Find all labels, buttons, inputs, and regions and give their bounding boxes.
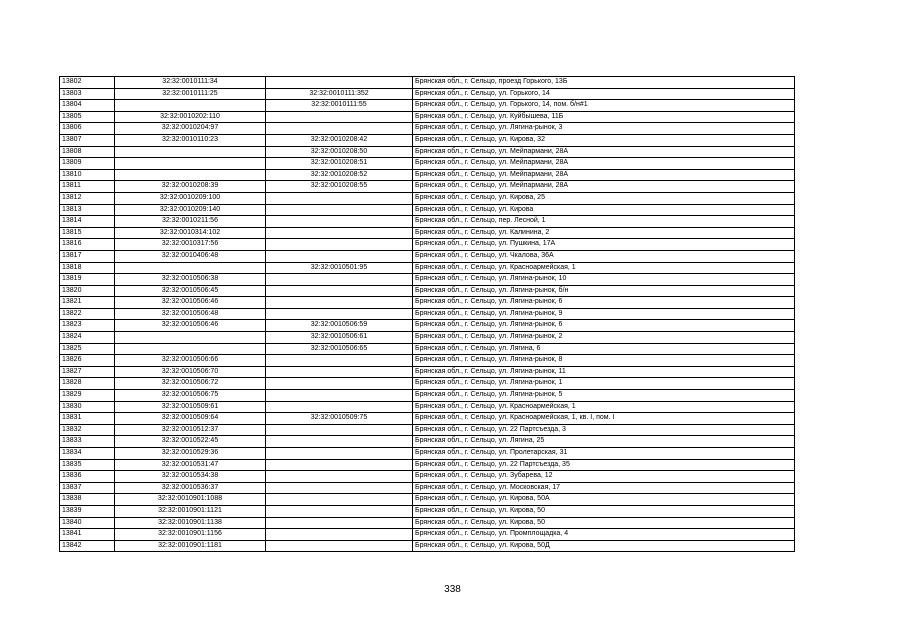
address-cell: Брянская обл., г. Сельцо, ул. Зубарева, 12: [413, 471, 795, 483]
record-number-cell: 13839: [60, 505, 115, 517]
cadastral-number-cell: 32:32:0010506:66: [115, 355, 266, 367]
cadastral-number-cell: 32:32:0010901:1088: [115, 494, 266, 506]
related-cadastral-number-cell: [266, 274, 413, 286]
table-row: [60, 320, 795, 332]
related-cadastral-number-cell: 32:32:0010111:352: [266, 88, 413, 100]
related-cadastral-number-cell: [266, 239, 413, 251]
table-row: [60, 262, 795, 274]
cadastral-number-cell: [115, 169, 266, 181]
cadastral-number-cell: 32:32:0010506:48: [115, 308, 266, 320]
related-cadastral-number-cell: [266, 366, 413, 378]
related-cadastral-number-cell: 32:32:0010208:52: [266, 169, 413, 181]
table-row: [60, 192, 795, 204]
cadastral-number-cell: 32:32:0010901:1181: [115, 540, 266, 552]
table-row: [60, 239, 795, 251]
table-row: [60, 448, 795, 460]
record-number-cell: 13818: [60, 262, 115, 274]
table-row: [60, 216, 795, 228]
address-cell: Брянская обл., г. Сельцо, ул. Пролетарская, 31: [413, 448, 795, 460]
cadastral-number-cell: 32:32:0010506:72: [115, 378, 266, 390]
record-number-cell: 13802: [60, 77, 115, 89]
related-cadastral-number-cell: [266, 540, 413, 552]
record-number-cell: 13825: [60, 343, 115, 355]
address-cell: Брянская обл., г. Сельцо, ул. Лягина, 6: [413, 343, 795, 355]
address-cell: Брянская обл., г. Сельцо, ул. Московская, 17: [413, 482, 795, 494]
address-cell: Брянская обл., г. Сельцо, ул. Лягина-рынок, 11: [413, 366, 795, 378]
table-row: [60, 158, 795, 170]
related-cadastral-number-cell: [266, 285, 413, 297]
record-number-cell: 13819: [60, 274, 115, 286]
record-number-cell: 13828: [60, 378, 115, 390]
address-cell: Брянская обл., г. Сельцо, ул. Кирова: [413, 204, 795, 216]
related-cadastral-number-cell: 32:32:0010506:65: [266, 343, 413, 355]
record-number-cell: 13812: [60, 192, 115, 204]
cadastral-number-cell: 32:32:0010534:38: [115, 471, 266, 483]
record-number-cell: 13807: [60, 134, 115, 146]
address-cell: Брянская обл., г. Сельцо, ул. Мейпармани, 28А: [413, 158, 795, 170]
table-row: [60, 517, 795, 529]
cadastral-number-cell: [115, 332, 266, 344]
table-row: [60, 332, 795, 344]
record-number-cell: 13821: [60, 297, 115, 309]
related-cadastral-number-cell: [266, 308, 413, 320]
page-number: 338: [444, 584, 461, 595]
address-cell: Брянская обл., г. Сельцо, ул. Кирова, 50: [413, 517, 795, 529]
table-row: [60, 88, 795, 100]
related-cadastral-number-cell: [266, 77, 413, 89]
related-cadastral-number-cell: 32:32:0010111:55: [266, 100, 413, 112]
related-cadastral-number-cell: [266, 227, 413, 239]
record-number-cell: 13806: [60, 123, 115, 135]
address-cell: Брянская обл., г. Сельцо, ул. Красноармейская, 1: [413, 262, 795, 274]
record-number-cell: 13804: [60, 100, 115, 112]
related-cadastral-number-cell: [266, 448, 413, 460]
address-cell: Брянская обл., г. Сельцо, пер. Лесной, 1: [413, 216, 795, 228]
cadastral-number-cell: 32:32:0010506:45: [115, 285, 266, 297]
related-cadastral-number-cell: [266, 424, 413, 436]
record-number-cell: 13832: [60, 424, 115, 436]
related-cadastral-number-cell: [266, 401, 413, 413]
record-number-cell: 13822: [60, 308, 115, 320]
related-cadastral-number-cell: [266, 250, 413, 262]
related-cadastral-number-cell: [266, 494, 413, 506]
address-cell: Брянская обл., г. Сельцо, ул. Мейпармани, 28А: [413, 146, 795, 158]
record-number-cell: 13826: [60, 355, 115, 367]
table-row: [60, 505, 795, 517]
table-row: [60, 204, 795, 216]
related-cadastral-number-cell: 32:32:0010208:42: [266, 134, 413, 146]
table-row: [60, 482, 795, 494]
address-cell: Брянская обл., г. Сельцо, ул. Горького, 14, пом. б/н#1: [413, 100, 795, 112]
related-cadastral-number-cell: [266, 378, 413, 390]
cadastral-number-cell: 32:32:0010901:1121: [115, 505, 266, 517]
table-row: [60, 436, 795, 448]
table-row: [60, 250, 795, 262]
related-cadastral-number-cell: 32:32:0010506:61: [266, 332, 413, 344]
cadastral-number-cell: 32:32:0010506:75: [115, 390, 266, 402]
address-cell: Брянская обл., г. Сельцо, ул. Лягина, 25: [413, 436, 795, 448]
address-cell: Брянская обл., г. Сельцо, ул. Калинина, 2: [413, 227, 795, 239]
cadastral-number-cell: 32:32:0010314:102: [115, 227, 266, 239]
address-cell: Брянская обл., г. Сельцо, ул. Мейпармани, 28А: [413, 181, 795, 193]
cadastral-number-cell: 32:32:0010506:46: [115, 297, 266, 309]
cadastral-number-cell: 32:32:0010202:110: [115, 111, 266, 123]
address-cell: Брянская обл., г. Сельцо, ул. Лягина-рынок, 10: [413, 274, 795, 286]
record-number-cell: 13829: [60, 390, 115, 402]
cadastral-number-cell: 32:32:0010531:47: [115, 459, 266, 471]
table-row: [60, 134, 795, 146]
related-cadastral-number-cell: 32:32:0010506:59: [266, 320, 413, 332]
cadastral-number-cell: 32:32:0010111:34: [115, 77, 266, 89]
table-row: [60, 308, 795, 320]
cadastral-number-cell: 32:32:0010901:1138: [115, 517, 266, 529]
related-cadastral-number-cell: [266, 436, 413, 448]
cadastral-number-cell: 32:32:0010509:61: [115, 401, 266, 413]
address-cell: Брянская обл., г. Сельцо, ул. Горького, 14: [413, 88, 795, 100]
cadastral-number-cell: 32:32:0010406:48: [115, 250, 266, 262]
address-cell: Брянская обл., г. Сельцо, ул. Пушкина, 17А: [413, 239, 795, 251]
cadastral-number-cell: 32:32:0010209:100: [115, 192, 266, 204]
address-cell: Брянская обл., г. Сельцо, ул. Кирова, 50А: [413, 494, 795, 506]
related-cadastral-number-cell: [266, 390, 413, 402]
table-row: [60, 471, 795, 483]
record-number-cell: 13803: [60, 88, 115, 100]
address-cell: Брянская обл., г. Сельцо, ул. Лягина-рынок, 6: [413, 297, 795, 309]
record-number-cell: 13815: [60, 227, 115, 239]
table-row: [60, 424, 795, 436]
address-cell: Брянская обл., г. Сельцо, ул. Лягина-рынок, 6: [413, 320, 795, 332]
table-row: [60, 77, 795, 89]
record-number-cell: 13824: [60, 332, 115, 344]
cadastral-number-cell: 32:32:0010111:25: [115, 88, 266, 100]
table-row: [60, 285, 795, 297]
cadastral-number-cell: [115, 262, 266, 274]
address-cell: Брянская обл., г. Сельцо, ул. Кирова, 25: [413, 192, 795, 204]
record-number-cell: 13838: [60, 494, 115, 506]
address-cell: Брянская обл., г. Сельцо, ул. Красноармейская, 1: [413, 401, 795, 413]
table-row: [60, 494, 795, 506]
address-cell: Брянская обл., г. Сельцо, ул. 22 Партсъезда, 35: [413, 459, 795, 471]
address-cell: Брянская обл., г. Сельцо, ул. Куйбышева, 11Б: [413, 111, 795, 123]
related-cadastral-number-cell: [266, 216, 413, 228]
address-cell: Брянская обл., г. Сельцо, ул. Лягина-рынок, 3: [413, 123, 795, 135]
table-row: [60, 401, 795, 413]
table-row: [60, 227, 795, 239]
cadastral-number-cell: 32:32:0010208:39: [115, 181, 266, 193]
related-cadastral-number-cell: 32:32:0010501:95: [266, 262, 413, 274]
address-cell: Брянская обл., г. Сельцо, проезд Горького, 13Б: [413, 77, 795, 89]
address-cell: Брянская обл., г. Сельцо, ул. Чкалова, 36А: [413, 250, 795, 262]
record-number-cell: 13811: [60, 181, 115, 193]
table-row: [60, 540, 795, 552]
related-cadastral-number-cell: [266, 529, 413, 541]
table-row: [60, 297, 795, 309]
record-number-cell: 13810: [60, 169, 115, 181]
record-number-cell: 13841: [60, 529, 115, 541]
record-number-cell: 13834: [60, 448, 115, 460]
record-number-cell: 13835: [60, 459, 115, 471]
related-cadastral-number-cell: [266, 459, 413, 471]
address-cell: Брянская обл., г. Сельцо, ул. Красноармейская, 1, кв. I, пом. I: [413, 413, 795, 425]
table-row: [60, 413, 795, 425]
table-row: [60, 274, 795, 286]
address-cell: Брянская обл., г. Сельцо, ул. Кирова, 32: [413, 134, 795, 146]
related-cadastral-number-cell: 32:32:0010208:51: [266, 158, 413, 170]
table-row: [60, 378, 795, 390]
cadastral-number-cell: 32:32:0010204:97: [115, 123, 266, 135]
address-cell: Брянская обл., г. Сельцо, ул. Лягина-рынок, 1: [413, 378, 795, 390]
cadastral-number-cell: [115, 100, 266, 112]
table-row: [60, 459, 795, 471]
cadastral-number-cell: 32:32:0010512:37: [115, 424, 266, 436]
table-row: [60, 366, 795, 378]
related-cadastral-number-cell: 32:32:0010509:75: [266, 413, 413, 425]
related-cadastral-number-cell: [266, 482, 413, 494]
related-cadastral-number-cell: [266, 505, 413, 517]
cadastral-number-cell: 32:32:0010522:45: [115, 436, 266, 448]
address-cell: Брянская обл., г. Сельцо, ул. 22 Партсъезда, 3: [413, 424, 795, 436]
cadastral-number-cell: 32:32:0010901:1156: [115, 529, 266, 541]
cadastral-number-cell: 32:32:0010506:70: [115, 366, 266, 378]
table-row: [60, 343, 795, 355]
record-number-cell: 13831: [60, 413, 115, 425]
record-number-cell: 13836: [60, 471, 115, 483]
table-row: [60, 169, 795, 181]
record-number-cell: 13840: [60, 517, 115, 529]
cadastral-number-cell: 32:32:0010536:37: [115, 482, 266, 494]
cadastral-number-cell: [115, 158, 266, 170]
related-cadastral-number-cell: 32:32:0010208:55: [266, 181, 413, 193]
cadastral-number-cell: 32:32:0010506:46: [115, 320, 266, 332]
record-number-cell: 13833: [60, 436, 115, 448]
cadastral-number-cell: 32:32:0010509:64: [115, 413, 266, 425]
cadastral-number-cell: 32:32:0010529:36: [115, 448, 266, 460]
related-cadastral-number-cell: [266, 297, 413, 309]
record-number-cell: 13823: [60, 320, 115, 332]
related-cadastral-number-cell: [266, 204, 413, 216]
table-row: [60, 390, 795, 402]
table-row: [60, 529, 795, 541]
cadastral-number-cell: 32:32:0010211:56: [115, 216, 266, 228]
table-row: [60, 146, 795, 158]
record-number-cell: 13830: [60, 401, 115, 413]
address-cell: Брянская обл., г. Сельцо, ул. Промплощадка, 4: [413, 529, 795, 541]
table-row: [60, 111, 795, 123]
related-cadastral-number-cell: [266, 471, 413, 483]
related-cadastral-number-cell: [266, 192, 413, 204]
record-number-cell: 13820: [60, 285, 115, 297]
related-cadastral-number-cell: [266, 111, 413, 123]
record-number-cell: 13842: [60, 540, 115, 552]
table-row: [60, 123, 795, 135]
address-cell: Брянская обл., г. Сельцо, ул. Лягина-рынок, 8: [413, 355, 795, 367]
related-cadastral-number-cell: [266, 517, 413, 529]
record-number-cell: 13814: [60, 216, 115, 228]
record-number-cell: 13816: [60, 239, 115, 251]
cadastral-number-cell: [115, 146, 266, 158]
address-cell: Брянская обл., г. Сельцо, ул. Лягина-рынок, 2: [413, 332, 795, 344]
table-row: [60, 100, 795, 112]
registry-table: [59, 76, 795, 552]
record-number-cell: 13808: [60, 146, 115, 158]
record-number-cell: 13817: [60, 250, 115, 262]
address-cell: Брянская обл., г. Сельцо, ул. Лягина-рынок, 9: [413, 308, 795, 320]
record-number-cell: 13827: [60, 366, 115, 378]
address-cell: Брянская обл., г. Сельцо, ул. Лягина-рынок, б/н: [413, 285, 795, 297]
registry-table-body: [60, 77, 795, 552]
related-cadastral-number-cell: [266, 355, 413, 367]
address-cell: Брянская обл., г. Сельцо, ул. Лягина-рынок, 5: [413, 390, 795, 402]
cadastral-number-cell: [115, 343, 266, 355]
cadastral-number-cell: 32:32:0010209:140: [115, 204, 266, 216]
record-number-cell: 13809: [60, 158, 115, 170]
related-cadastral-number-cell: [266, 123, 413, 135]
address-cell: Брянская обл., г. Сельцо, ул. Кирова, 50Д: [413, 540, 795, 552]
record-number-cell: 13805: [60, 111, 115, 123]
related-cadastral-number-cell: 32:32:0010208:50: [266, 146, 413, 158]
table-row: [60, 181, 795, 193]
record-number-cell: 13813: [60, 204, 115, 216]
cadastral-number-cell: 32:32:0010317:56: [115, 239, 266, 251]
address-cell: Брянская обл., г. Сельцо, ул. Мейпармани, 28А: [413, 169, 795, 181]
record-number-cell: 13837: [60, 482, 115, 494]
cadastral-number-cell: 32:32:0010506:38: [115, 274, 266, 286]
table-row: [60, 355, 795, 367]
address-cell: Брянская обл., г. Сельцо, ул. Кирова, 50: [413, 505, 795, 517]
cadastral-number-cell: 32:32:0010110:23: [115, 134, 266, 146]
